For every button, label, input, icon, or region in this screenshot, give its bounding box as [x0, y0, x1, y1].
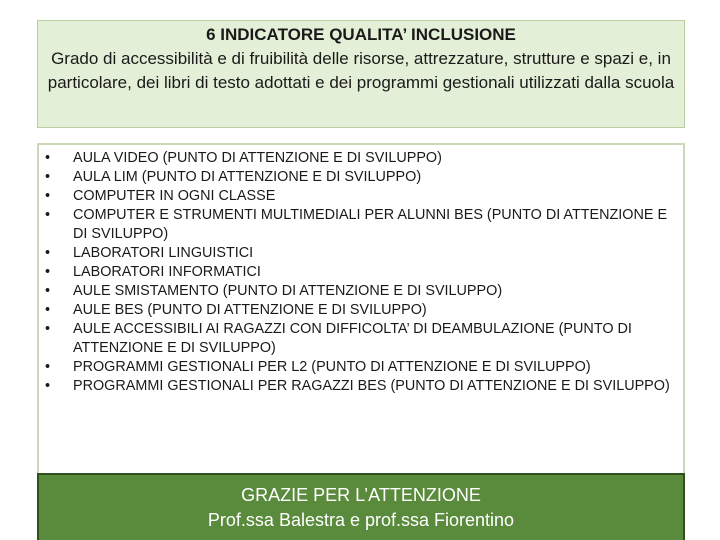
list-item — [39, 377, 673, 396]
list-item — [39, 301, 673, 320]
list-item — [39, 244, 673, 263]
list-item-text: LABORATORI LINGUISTICI — [73, 245, 254, 261]
list-item-text: PROGRAMMI GESTIONALI PER RAGAZZI BES (PUNTO DI ATTENZIONE E DI SVILUPPO) — [73, 378, 670, 394]
bullet-icon: • — [45, 245, 51, 261]
bullet-icon: • — [45, 264, 51, 280]
list-item-text: COMPUTER E STRUMENTI MULTIMEDIALI PER ALUNNI BES (PUNTO DI ATTENZIONE E DI SVILUPPO) — [73, 207, 668, 242]
list-item — [39, 187, 673, 206]
bullet-icon: • — [45, 302, 51, 318]
bullet-icon: • — [45, 321, 51, 337]
bullet-icon: • — [45, 283, 51, 299]
list-item — [39, 149, 673, 168]
list-item-text: PROGRAMMI GESTIONALI PER L2 (PUNTO DI ATTENZIONE E DI SVILUPPO) — [73, 359, 591, 375]
bullet-icon: • — [45, 188, 51, 204]
list-item-text: LABORATORI INFORMATICI — [73, 264, 261, 280]
bullet-icon: • — [45, 169, 51, 185]
thanks-footer — [37, 473, 685, 540]
list-item-text: AULE ACCESSIBILI AI RAGAZZI CON DIFFICOLTA’ DI DEAMBULAZIONE (PUNTO DI ATTENZIONE E DI SVILUPPO) — [73, 321, 632, 356]
list-item — [39, 168, 673, 187]
list-item-text: AULA VIDEO (PUNTO DI ATTENZIONE E DI SVILUPPO) — [73, 150, 442, 166]
list-item — [39, 320, 673, 358]
list-item — [39, 263, 673, 282]
resources-list-box — [37, 143, 685, 473]
resources-list — [39, 145, 683, 396]
thanks-line: GRAZIE PER L’ATTENZIONE — [241, 485, 481, 505]
authors-line: Prof.ssa Balestra e prof.ssa Fiorentino — [207, 510, 515, 530]
list-item-text: AULE SMISTAMENTO (PUNTO DI ATTENZIONE E DI SVILUPPO) — [73, 283, 503, 299]
bullet-icon: • — [45, 150, 51, 166]
list-item — [39, 358, 673, 377]
list-item-text: AULA LIM (PUNTO DI ATTENZIONE E DI SVILUPPO) — [73, 169, 422, 185]
slide-title: 6 INDICATORE QUALITA’ INCLUSIONE — [206, 25, 516, 44]
list-item — [39, 206, 673, 244]
header-box — [37, 20, 685, 128]
bullet-icon: • — [45, 378, 51, 394]
slide-subtitle: Grado di accessibilità e di fruibilità delle risorse, attrezzature, strutture e spazi e, in particolare, dei libri di testo adottati e dei programmi gestionali utilizzati dalla scuola — [47, 49, 675, 92]
list-item-text: COMPUTER IN OGNI CLASSE — [73, 188, 276, 204]
list-item — [39, 282, 673, 301]
list-item-text: AULE BES (PUNTO DI ATTENZIONE E DI SVILUPPO) — [73, 302, 427, 318]
bullet-icon: • — [45, 207, 51, 223]
bullet-icon: • — [45, 359, 51, 375]
